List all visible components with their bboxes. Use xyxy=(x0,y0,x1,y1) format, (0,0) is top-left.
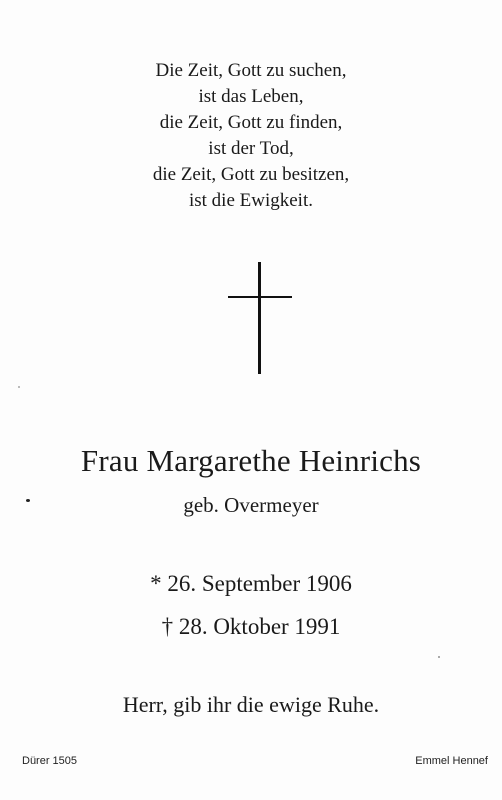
poem-line: ist die Ewigkeit. xyxy=(188,190,313,211)
poem-line: ist der Tod, xyxy=(208,138,294,159)
artist-credit: Dürer 1505 xyxy=(22,755,78,767)
poem-line: die Zeit, Gott zu finden, xyxy=(159,112,343,133)
print-speck xyxy=(18,386,20,388)
prayer-line: Herr, gib ihr die ewige Ruhe. xyxy=(122,692,380,717)
maiden-name: geb. Overmeyer xyxy=(183,493,319,517)
birth-date: * 26. September 1906 xyxy=(150,571,352,596)
deceased-name: Frau Margarethe Heinrichs xyxy=(80,443,422,478)
print-speck xyxy=(26,499,30,502)
poem-line: die Zeit, Gott zu besitzen, xyxy=(152,164,350,185)
cross-horizontal-bar xyxy=(228,296,292,298)
poem-line: Die Zeit, Gott zu suchen, xyxy=(155,60,347,81)
poem xyxy=(0,58,502,214)
death-date: † 28. Oktober 1991 xyxy=(161,614,341,639)
cross-vertical-bar xyxy=(258,262,261,374)
printer-credit: Emmel Hennef xyxy=(415,755,488,767)
poem-line: ist das Leben, xyxy=(198,86,304,107)
cross-icon xyxy=(228,262,292,374)
print-speck xyxy=(438,656,440,658)
